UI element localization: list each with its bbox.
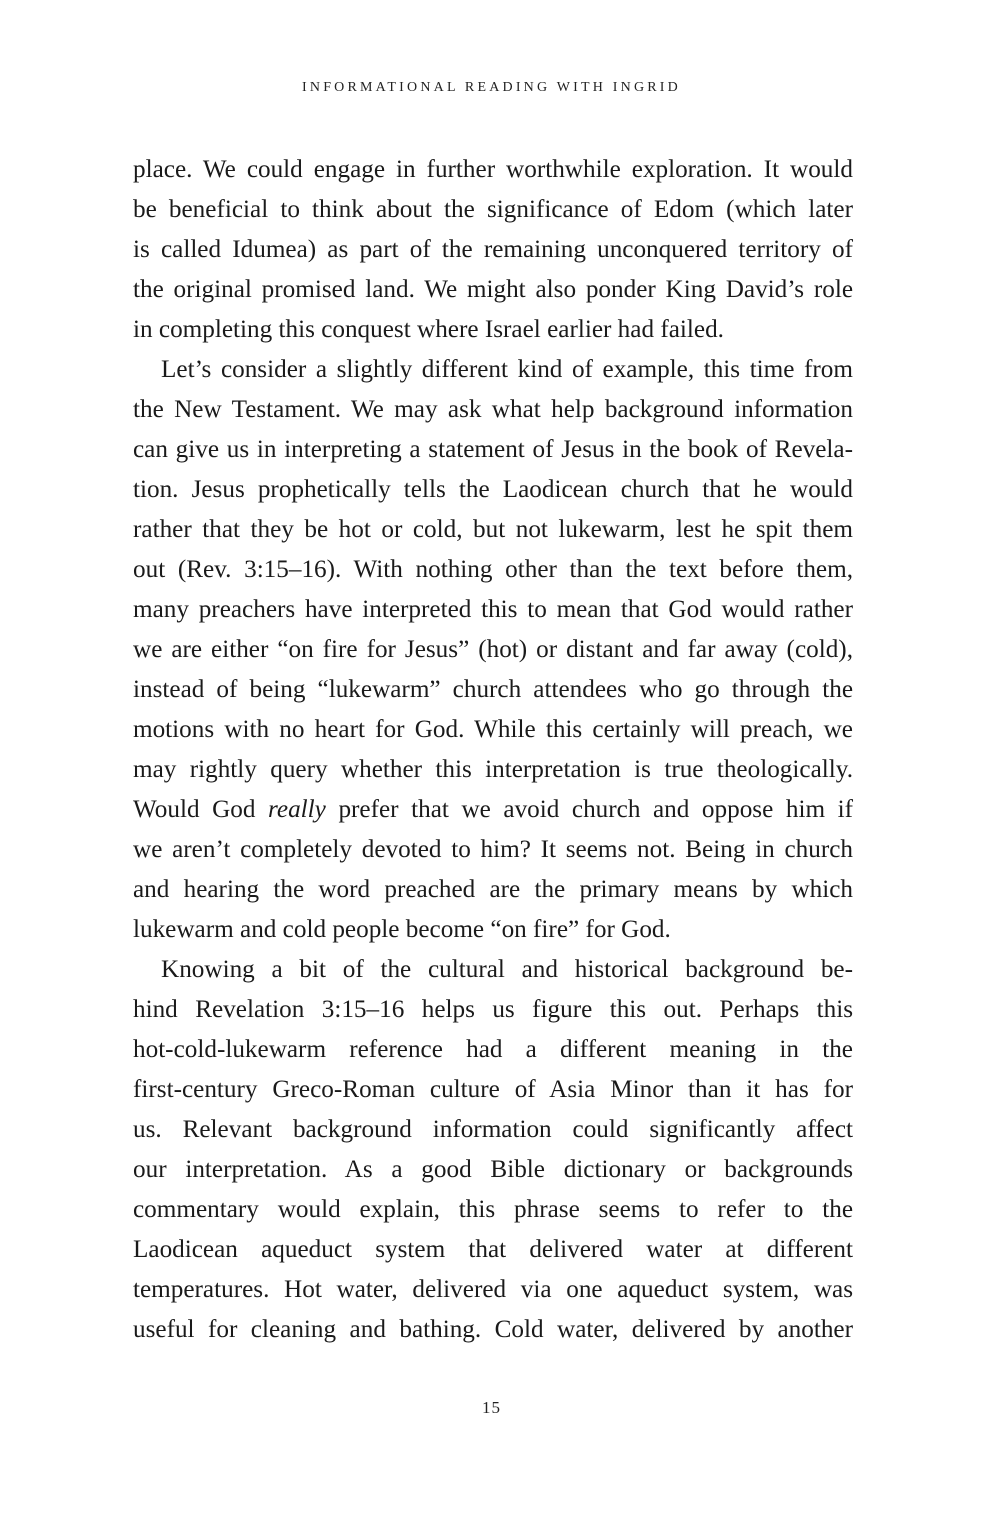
text-line: lukewarm and cold people become “on fire” for God.: [133, 916, 671, 943]
text-line: the original promised land. We might also ponder King David’s role: [133, 276, 853, 303]
paragraph: [133, 950, 853, 1350]
text-line: the New Testament. We may ask what help background information: [133, 396, 853, 423]
text-line: temperatures. Hot water, delivered via one aqueduct system, was: [133, 1276, 853, 1303]
text-line: Laodicean aqueduct system that delivered water at different: [133, 1236, 853, 1263]
text-line: out (Rev. 3:15–16). With nothing other than the text before them,: [133, 556, 853, 583]
text-line: rather that they be hot or cold, but not lukewarm, lest he spit them: [133, 516, 853, 543]
text-line: instead of being “lukewarm” church attendees who go through the: [133, 676, 853, 703]
text-line: in completing this conquest where Israel earlier had failed.: [133, 316, 724, 343]
running-head: INFORMATIONAL READING WITH INGRID: [302, 80, 681, 95]
text-line: hind Revelation 3:15–16 helps us figure this out. Perhaps this: [133, 996, 853, 1023]
emphasis: really: [268, 796, 326, 823]
text-line: be beneficial to think about the significance of Edom (which later: [133, 196, 853, 223]
text-line: tion. Jesus prophetically tells the Laodicean church that he would: [133, 476, 853, 503]
text-line: can give us in interpreting a statement of Jesus in the book of Revela-: [133, 436, 853, 463]
text-line: first-century Greco-Roman culture of Asia Minor than it has for: [133, 1076, 853, 1103]
text-line: us. Relevant background information could significantly affect: [133, 1116, 853, 1143]
text-line: many preachers have interpreted this to mean that God would rather: [133, 596, 853, 623]
text-line: and hearing the word preached are the primary means by which: [133, 876, 853, 903]
text-line: place. We could engage in further worthwhile exploration. It would: [133, 156, 853, 183]
text-line: Would God really prefer that we avoid church and oppose him if: [133, 796, 853, 823]
text-line: hot-cold-lukewarm reference had a different meaning in the: [133, 1036, 853, 1063]
body-text: [133, 150, 853, 1350]
text-line: useful for cleaning and bathing. Cold water, delivered by another: [133, 1316, 853, 1343]
text-line: our interpretation. As a good Bible dictionary or backgrounds: [133, 1156, 853, 1183]
text-line: Knowing a bit of the cultural and historical background be-: [161, 956, 853, 983]
text-line: motions with no heart for God. While this certainly will preach, we: [133, 716, 853, 743]
text-line: commentary would explain, this phrase seems to refer to the: [133, 1196, 853, 1223]
paragraph: [133, 150, 853, 350]
text-line: we aren’t completely devoted to him? It seems not. Being in church: [133, 836, 853, 863]
page-number: 15: [482, 1398, 501, 1417]
text-line: Let’s consider a slightly different kind of example, this time from: [161, 356, 853, 383]
text-line: we are either “on fire for Jesus” (hot) or distant and far away (cold),: [133, 636, 853, 663]
text-line: is called Idumea) as part of the remaining unconquered territory of: [133, 236, 853, 263]
paragraph: [133, 350, 853, 950]
text-line: may rightly query whether this interpretation is true theologically.: [133, 756, 853, 783]
